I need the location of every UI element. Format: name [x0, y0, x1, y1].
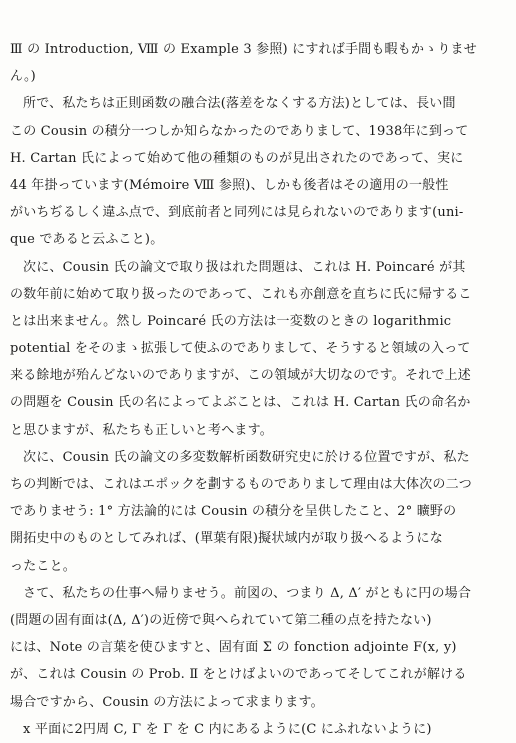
text-line: que であると云ふこと)。: [10, 232, 164, 248]
text-line: の数年前に始めて取り扱ったのであって、これも亦創意を直ちに氏に帰するこ: [10, 286, 472, 302]
text-line: がいちぢるしく違ふ点で、到底前者と同列には見られないのであります(uni-: [10, 205, 464, 221]
text-line: ん。): [10, 69, 36, 85]
text-line: が、これは Cousin の Prob. Ⅱ をとけばよいのであってそしてこれが解ける: [10, 667, 467, 683]
text-line: (問題の固有面は(Δ, Δ′)の近傍で與へられていて第二種の点を持たない): [10, 612, 432, 628]
text-line: 次に、Cousin 氏の論文の多変数解析函数研究史に於ける位置ですが、私た: [23, 449, 470, 465]
text-line: potential をそのまゝ拡張して使ふのでありまして、そうすると領域の入って: [10, 341, 471, 357]
text-line: と思ひますが、私たちも正しいと考へます。: [10, 422, 273, 438]
text-line: 場合ですから、Cousin の方法によって求まります。: [10, 694, 324, 710]
text-line: 所で、私たちは正則函数の融合法(落差をなくする方法)としては、長い間: [23, 96, 456, 112]
text-line: とは出来ません。然し Poincaré 氏の方法は一変数のときの logarithmic: [10, 313, 452, 329]
text-line: H. Cartan 氏によって始めて他の種類のものが見出されたのであって、実に: [10, 150, 464, 166]
text-line: ったこと。: [10, 558, 77, 574]
text-line: Ⅲ の Introduction, Ⅷ の Example 3 参照) にすれば手間も暇もかゝりませ: [10, 42, 477, 57]
text-line: x 平面に2円周 C, Γ を Γ を C 内にあるように(C にふれないように): [23, 721, 432, 737]
text-line: さて、私たちの仕事へ帰りませう。前図の、つまり Δ, Δ′ がともに円の場合: [23, 585, 472, 601]
text-line: 次に、Cousin 氏の論文で取り扱はれた問題は、これは H. Poincaré が其: [23, 259, 466, 275]
text-line: の問題を Cousin 氏の名によってよぶことは、これは H. Cartan 氏の命名か: [10, 395, 471, 411]
text-line: には、Note の言葉を使ひますと、固有面 Σ の fonction adjointe F(x, y): [10, 640, 457, 656]
text-line: この Cousin の積分一つしか知らなかったのでありまして、1938年に到って: [10, 123, 469, 139]
text-line: 44 年掛っています(Mémoire Ⅷ 参照)、しかも後者はその適用の一般性: [10, 177, 449, 193]
text-line: 開拓史中のものとしてみれば、(單葉有限)擬状域内が取り扱へるようにな: [10, 531, 443, 547]
text-line: でありませう: 1° 方法論的には Cousin の積分を呈供したこと、2° 曠野の: [10, 504, 457, 520]
text-line: ちの判断では、これはエポックを劃するものでありまして理由は大体次の二つ: [10, 477, 473, 492]
text-line: 来る餘地が殆んどないのでありますが、この領域が大切なのです。それで上述: [10, 368, 471, 384]
